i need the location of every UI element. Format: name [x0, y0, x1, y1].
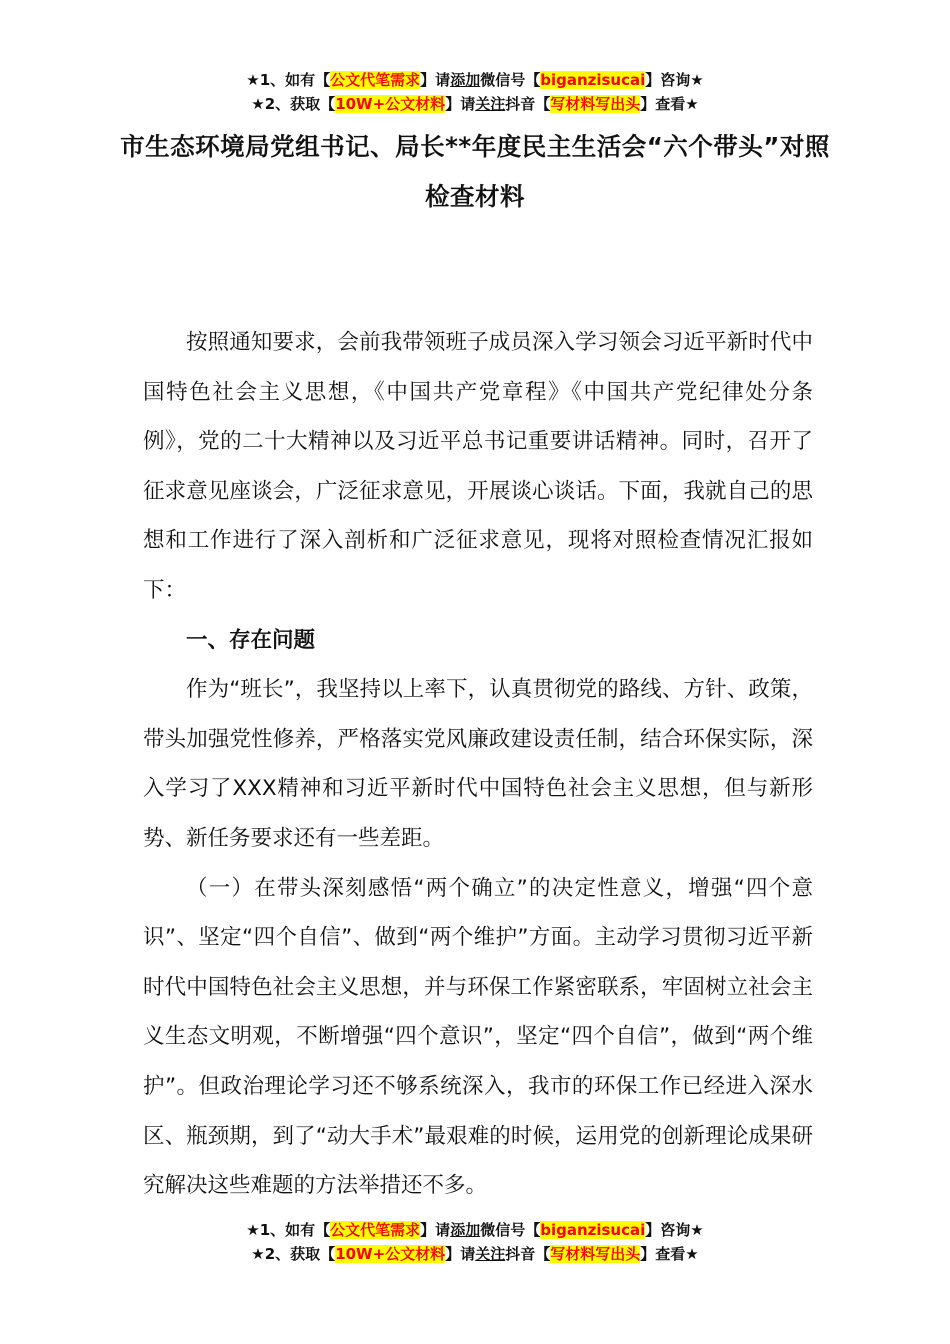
promo-line-2 — [0, 1242, 950, 1266]
promo-text: 】请 — [420, 1221, 451, 1239]
promo-text: ★1、如有【 — [246, 71, 331, 89]
promo-line-1 — [0, 1218, 950, 1242]
promo-highlight: 10W+公文材料 — [335, 95, 446, 113]
body-paragraph: 作为“班长”，我坚持以上率下，认真贯彻党的路线、方针、政策，带头加强党性修养，严格落实党风廉政建设责任制，结合环保实际，深入学习了XXX精神和习近平新时代中国特色社会主义思想，但与新形势、新任务要求还有一些差距。 — [143, 677, 813, 851]
section-heading: 一、存在问题 — [186, 627, 316, 653]
promo-highlight: 写材料写出头 — [550, 1245, 641, 1263]
promo-line-1 — [0, 68, 950, 92]
promo-text: 微信号【 — [480, 1221, 541, 1239]
intro-paragraph: 按照通知要求，会前我带领班子成员深入学习领会习近平新时代中国特色社会主义思想，《中国共产党章程》《中国共产党纪律处分条例》，党的二十大精神以及习近平总书记重要讲话精神。同时，召开了征求意见座谈会，广泛征求意见，开展谈心谈话。下面，我就自己的思想和工作进行了深入剖析和广泛征求意见，现将对照检查情况汇报如下： — [143, 330, 813, 603]
promo-underlined: 添加 — [450, 71, 481, 89]
promo-underlined: 关注 — [475, 95, 506, 113]
promo-text: 】请 — [420, 71, 451, 89]
document-title: 市生态环境局党组书记、局长**年度民主生活会“六个带头”对照检查材料 — [120, 132, 830, 211]
promo-text: 】查看★ — [640, 1245, 699, 1263]
promo-text: ★2、获取【 — [251, 95, 336, 113]
promo-text: 】咨询★ — [645, 1221, 704, 1239]
promo-highlight: 10W+公文材料 — [335, 1245, 446, 1263]
promo-underlined: 添加 — [450, 1221, 481, 1239]
promo-text: 】请 — [445, 95, 476, 113]
promo-text: 】请 — [445, 1245, 476, 1263]
promo-highlight: 写材料写出头 — [550, 95, 641, 113]
promo-banner-top — [0, 68, 950, 116]
promo-banner-bottom — [0, 1218, 950, 1266]
promo-text: ★1、如有【 — [246, 1221, 331, 1239]
promo-line-2 — [0, 92, 950, 116]
promo-underlined: 关注 — [475, 1245, 506, 1263]
document-body — [143, 318, 813, 1211]
promo-text: 抖音【 — [505, 1245, 551, 1263]
promo-text: 】咨询★ — [645, 71, 704, 89]
promo-text: 】查看★ — [640, 95, 699, 113]
promo-text: 抖音【 — [505, 95, 551, 113]
promo-highlight: biganzisucai — [540, 71, 646, 89]
promo-text: 微信号【 — [480, 71, 541, 89]
body-paragraph: （一）在带头深刻感悟“两个确立”的决定性意义，增强“四个意识”、坚定“四个自信”、做到“两个维护”方面。主动学习贯彻习近平新时代中国特色社会主义思想，并与环保工作紧密联系，牢固树立社会主义生态文明观，不断增强“四个意识”，坚定“四个自信”，做到“两个维护”。但政治理论学习还不够系统深入，我市的环保工作已经进入深水区、瓶颈期，到了“动大手术”最艰难的时候，运用党的创新理论成果研究解决这些难题的方法举措还不多。 — [143, 875, 813, 1199]
promo-highlight: 公文代笔需求 — [330, 71, 421, 89]
promo-text: ★2、获取【 — [251, 1245, 336, 1263]
promo-highlight: 公文代笔需求 — [330, 1221, 421, 1239]
promo-highlight: biganzisucai — [540, 1221, 646, 1239]
